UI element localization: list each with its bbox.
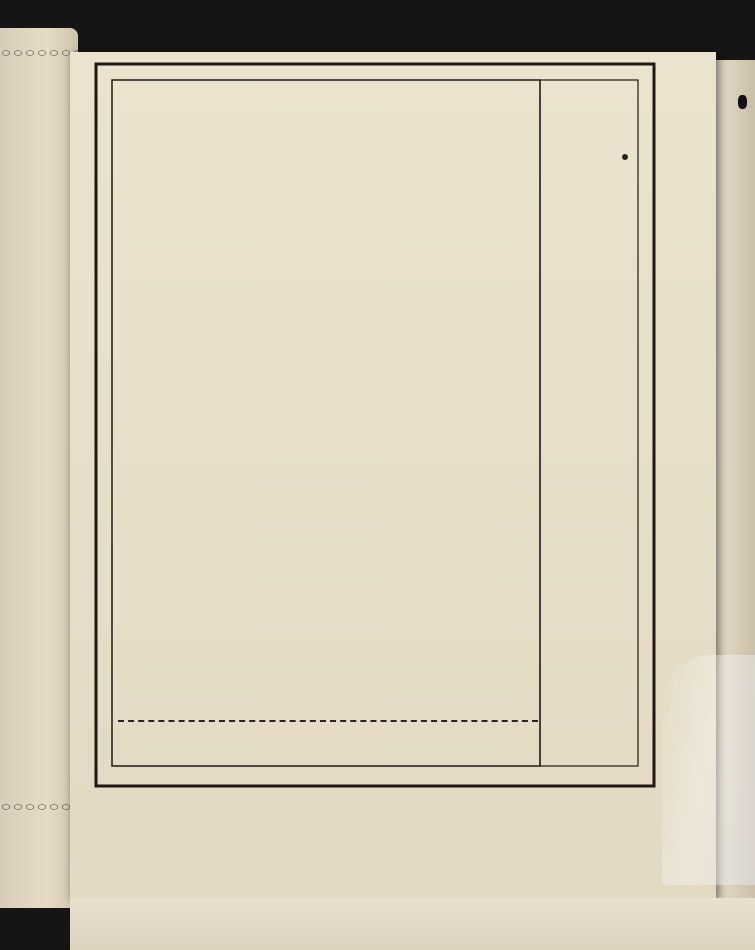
- closing-rule: [118, 720, 538, 722]
- bottom-leaf: [70, 898, 755, 950]
- ink-dot: [622, 154, 628, 160]
- page-clip-glare: [662, 655, 755, 885]
